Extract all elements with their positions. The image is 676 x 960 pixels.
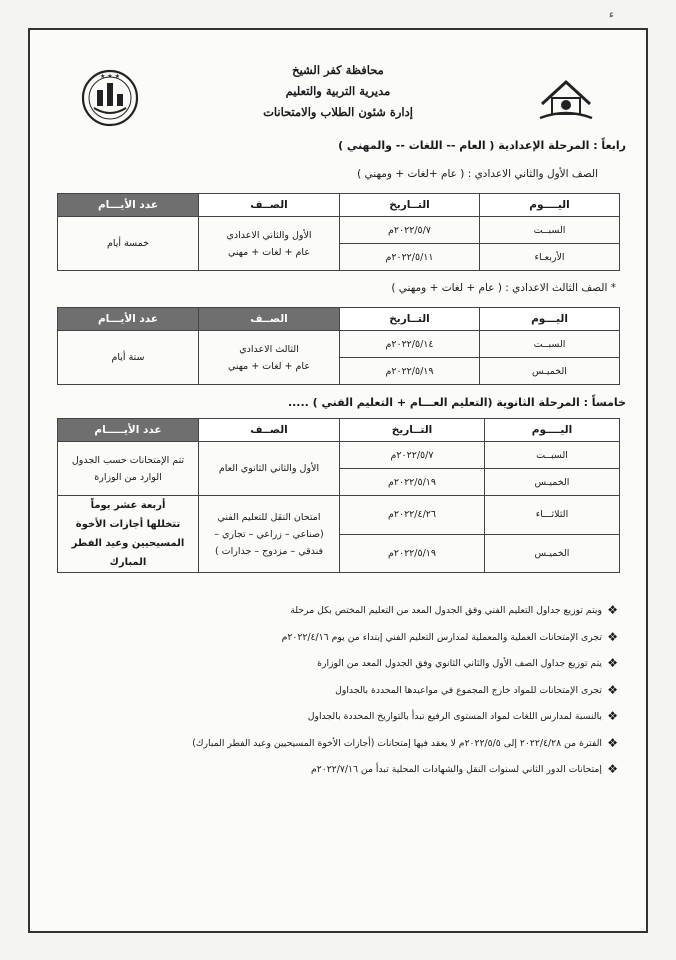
date-cell: ٢٠٢٢/٥/١٩م [340, 358, 480, 385]
day-cell: الخميـس [480, 358, 620, 385]
days-count-cell: خمسة أيام [58, 217, 199, 271]
grade-line: عام + لغات + مهني [227, 360, 310, 372]
section-4-heading: رابعاً : المرحلة الإعدادية ( العام -- اللغات -- والمهني ) [338, 139, 626, 152]
list-item [70, 735, 618, 762]
table1-caption: الصف الأول والثاني الاعدادي : ( عام +لغات + ومهني ) [357, 168, 598, 180]
list-item [70, 708, 618, 735]
table2-caption: * الصف الثالث الاعدادي : ( عام + لغات + ومهني ) [391, 282, 616, 294]
date-cell: ٢٠٢٢/٤/٢٦م [340, 496, 485, 535]
day-cell: السبــت [480, 217, 620, 244]
days-line: تتخللها أجازات الأخوة [75, 519, 181, 530]
days-count-cell: ستة أيام [58, 331, 199, 385]
bullet-icon: ❖ [607, 709, 618, 723]
department-name: إدارة شئون الطلاب والامتحانات [263, 105, 413, 119]
grade-line: فندقي – مزدوج – جدارات ) [214, 545, 324, 557]
day-cell: الثلاثـــاء [485, 496, 620, 535]
date-cell: ٢٠٢٢/٥/١١م [340, 244, 480, 271]
section-5-heading: خامساً : المرحلة الثانوية (التعليم العـــام + التعليم الفني ) ..... [287, 396, 626, 409]
letterhead-text [190, 60, 486, 123]
col-days-header: عدد الأيـــام [58, 194, 199, 217]
col-day-header: اليــــوم [480, 194, 620, 217]
corner-mark: ء [608, 8, 614, 21]
day-cell: السبــت [485, 442, 620, 469]
day-cell: السبــت [480, 331, 620, 358]
education-logo-icon [534, 74, 598, 124]
prep-grade-3-table [57, 307, 620, 385]
col-grade-header: الصــف [199, 194, 340, 217]
note-text: ويتم توزيع جداول التعليم الفني وفق الجدول المعد من التعليم المختص بكل مرحلة [290, 605, 602, 616]
days-line: تتم الإمتحانات حسب الجدول [71, 454, 185, 466]
days-count-cell [58, 496, 199, 573]
table-row [58, 217, 620, 244]
col-grade-header: الصــف [199, 419, 340, 442]
grade-line: عام + لغات + مهني [227, 246, 310, 258]
list-item [70, 629, 618, 656]
grade-cell [199, 331, 340, 385]
bullet-icon: ❖ [607, 735, 618, 750]
days-line: المسيحيين وعيد الفطر المبارك [71, 538, 185, 568]
col-days-header: عدد الأيـــام [58, 308, 199, 331]
grade-line: الأول والثاني الاعدادي [226, 229, 312, 241]
note-text: بالنسبة لمدارس اللغات لمواد المستوى الرفيع تبدأ بالتواريخ المحددة بالجداول [307, 711, 602, 722]
notes-list [70, 602, 618, 788]
col-day-header: اليــــوم [485, 419, 620, 442]
note-text: يتم توزيع جداول الصف الأول والثاني الثانوي وفق الجدول المعد من الوزارة [317, 658, 602, 669]
list-item [70, 761, 618, 788]
directorate-name: مديرية التربية والتعليم [285, 84, 391, 98]
day-cell: الخميـس [485, 469, 620, 496]
bullet-icon: ❖ [607, 603, 618, 617]
grade-cell: الأول والثاني الثانوي العام [199, 442, 340, 496]
note-text: تجرى الإمتحانات للمواد خارج المجموع في مواعيدها المحددة بالجداول [335, 684, 602, 696]
bullet-icon: ❖ [607, 656, 618, 670]
note-text: الفترة من ٢٠٢٢/٤/٢٨ إلى ٢٠٢٢/٥/٥م لا يعقد فيها إمتحانات (أجازات الأخوة المسيحيين وعيد الفطر المبارك) [192, 737, 602, 749]
date-cell: ٢٠٢٢/٥/١٤م [340, 331, 480, 358]
date-cell: ٢٠٢٢/٥/١٩م [340, 534, 485, 573]
grade-line: الثالث الاعدادي [239, 343, 299, 355]
ministry-logo-icon [80, 68, 140, 128]
col-date-header: التــاريخ [340, 419, 485, 442]
list-item [70, 602, 618, 629]
document-frame [28, 28, 648, 933]
grade-cell [199, 496, 340, 573]
grade-line: (صناعي – زراعي – تجاري – [214, 528, 324, 540]
bullet-icon: ❖ [607, 762, 618, 776]
letterhead [30, 44, 646, 134]
date-cell: ٢٠٢٢/٥/٧م [340, 217, 480, 244]
date-cell: ٢٠٢٢/٥/٧م [340, 442, 485, 469]
grade-cell [199, 217, 340, 271]
list-item [70, 682, 618, 709]
governorate-name: محافظة كفر الشيخ [292, 63, 384, 77]
col-date-header: التــاريخ [340, 194, 480, 217]
bullet-icon: ❖ [607, 629, 618, 644]
day-cell: الأربعـاء [480, 244, 620, 271]
col-day-header: اليـــوم [480, 308, 620, 331]
date-cell: ٢٠٢٢/٥/١٩م [340, 469, 485, 496]
bullet-icon: ❖ [607, 682, 618, 697]
col-days-header: عدد الأيـــــام [58, 419, 199, 442]
note-text: إمتحانات الدور الثاني لسنوات النقل والشهادات المحلية تبدأ من ٢٠٢٢/٧/١٦م [310, 764, 602, 775]
note-text: تجرى الإمتحانات العملية والمعملية لمدارس التعليم الفني إبتداء من يوم ٢٠٢٢/٤/١٦م [281, 631, 602, 643]
days-count-cell [58, 442, 199, 496]
days-line: الوارد من الوزارة [94, 471, 162, 483]
col-grade-header: الصــف [199, 308, 340, 331]
prep-grades-1-2-table [57, 193, 620, 271]
table-row [58, 331, 620, 358]
day-cell: الخميـس [485, 534, 620, 573]
days-line: أربعة عشر يوماً [90, 500, 166, 511]
svg-text:★ ★ ★: ★ ★ ★ [100, 73, 120, 80]
list-item [70, 655, 618, 682]
table-row [58, 442, 620, 469]
table-row [58, 496, 620, 535]
col-date-header: التــاريخ [340, 308, 480, 331]
grade-line: امتحان النقل للتعليم الفني [217, 511, 321, 523]
secondary-table [57, 418, 620, 573]
